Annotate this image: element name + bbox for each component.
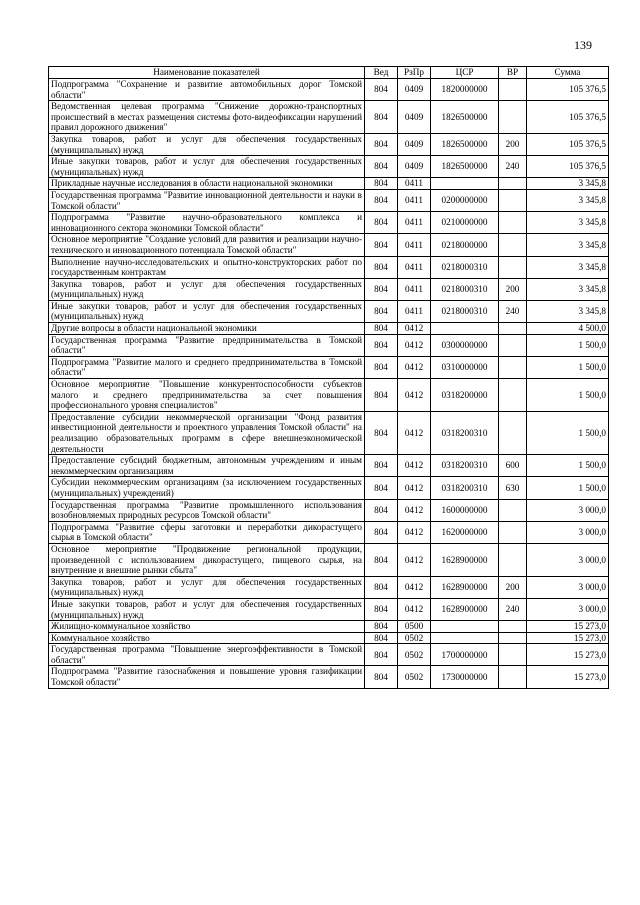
cell-csr — [431, 323, 499, 335]
cell-rzpr: 0409 — [398, 79, 431, 101]
cell-name: Подпрограмма "Развитие сферы заготовки и переработки дикорастущего сырья в Томской области" — [49, 521, 365, 543]
cell-ved: 804 — [365, 178, 398, 190]
cell-vr: 200 — [499, 576, 527, 598]
cell-vr — [499, 379, 527, 412]
cell-csr: 0300000000 — [431, 334, 499, 356]
cell-rzpr: 0412 — [398, 334, 431, 356]
table-row — [49, 411, 609, 454]
cell-sum: 1 500,0 — [527, 356, 609, 378]
table-row — [49, 632, 609, 644]
cell-vr — [499, 521, 527, 543]
table-row — [49, 598, 609, 620]
cell-sum: 3 345,8 — [527, 234, 609, 256]
cell-sum: 1 500,0 — [527, 334, 609, 356]
table-body — [49, 79, 609, 689]
cell-rzpr: 0409 — [398, 133, 431, 155]
cell-rzpr: 0502 — [398, 632, 431, 644]
cell-name: Подпрограмма "Сохранение и развитие автомобильных дорог Томской области" — [49, 79, 365, 101]
cell-sum: 4 500,0 — [527, 323, 609, 335]
cell-sum: 3 000,0 — [527, 576, 609, 598]
cell-csr: 1628900000 — [431, 576, 499, 598]
cell-rzpr: 0411 — [398, 212, 431, 234]
cell-name: Жилищно-коммунальное хозяйство — [49, 621, 365, 633]
cell-csr: 0318200310 — [431, 411, 499, 454]
cell-sum: 15 273,0 — [527, 621, 609, 633]
cell-ved: 804 — [365, 576, 398, 598]
cell-name: Другие вопросы в области национальной экономики — [49, 323, 365, 335]
cell-sum: 15 273,0 — [527, 644, 609, 666]
cell-rzpr: 0412 — [398, 543, 431, 576]
cell-vr — [499, 666, 527, 688]
cell-rzpr: 0411 — [398, 256, 431, 278]
table-row — [49, 101, 609, 134]
cell-vr: 630 — [499, 477, 527, 499]
cell-vr — [499, 234, 527, 256]
cell-ved: 804 — [365, 101, 398, 134]
cell-vr: 240 — [499, 300, 527, 322]
cell-csr: 1620000000 — [431, 521, 499, 543]
table-row — [49, 234, 609, 256]
cell-sum: 3 345,8 — [527, 189, 609, 211]
cell-name: Коммунальное хозяйство — [49, 632, 365, 644]
cell-csr: 0318200310 — [431, 477, 499, 499]
cell-rzpr: 0412 — [398, 323, 431, 335]
cell-csr: 1820000000 — [431, 79, 499, 101]
cell-csr: 0318200000 — [431, 379, 499, 412]
cell-ved: 804 — [365, 632, 398, 644]
cell-rzpr: 0411 — [398, 278, 431, 300]
cell-vr — [499, 212, 527, 234]
cell-sum: 105 376,5 — [527, 101, 609, 134]
cell-rzpr: 0500 — [398, 621, 431, 633]
cell-rzpr: 0409 — [398, 101, 431, 134]
cell-ved: 804 — [365, 521, 398, 543]
cell-csr: 0200000000 — [431, 189, 499, 211]
cell-name: Подпрограмма "Развитие малого и среднего предпринимательства в Томской области" — [49, 356, 365, 378]
cell-csr: 0218000000 — [431, 234, 499, 256]
cell-rzpr: 0411 — [398, 189, 431, 211]
cell-sum: 105 376,5 — [527, 79, 609, 101]
cell-name: Государственная программа "Развитие промышленного использования возобновляемых природных ресурсов Томской области" — [49, 499, 365, 521]
cell-name: Государственная программа "Развитие предпринимательства в Томской области" — [49, 334, 365, 356]
cell-csr: 1826500000 — [431, 133, 499, 155]
cell-vr — [499, 323, 527, 335]
table-row — [49, 256, 609, 278]
cell-vr — [499, 632, 527, 644]
cell-csr: 1700000000 — [431, 644, 499, 666]
cell-rzpr: 0412 — [398, 598, 431, 620]
cell-sum: 3 000,0 — [527, 499, 609, 521]
table-row — [49, 521, 609, 543]
table-row — [49, 455, 609, 477]
cell-name: Основное мероприятие "Продвижение региональной продукции, произведенной с использованием дикорастущего, пищевого сырья, на внутренние и внешние рынки сбыта" — [49, 543, 365, 576]
table-row — [49, 334, 609, 356]
cell-rzpr: 0411 — [398, 234, 431, 256]
cell-name: Основное мероприятие "Создание условий для развития и реализации научно-технического и инновационного потенциала Томской области" — [49, 234, 365, 256]
table-row — [49, 666, 609, 688]
page-number: 139 — [574, 38, 592, 52]
cell-vr — [499, 178, 527, 190]
cell-vr — [499, 621, 527, 633]
table-row — [49, 576, 609, 598]
cell-sum: 15 273,0 — [527, 632, 609, 644]
cell-ved: 804 — [365, 621, 398, 633]
cell-csr: 0218000310 — [431, 256, 499, 278]
cell-name: Ведомственная целевая программа "Снижение дорожно-транспортных происшествий в местах размещения системы фото-видеофиксации нарушений правил дорожного движения" — [49, 101, 365, 134]
cell-csr: 1826500000 — [431, 101, 499, 134]
cell-ved: 804 — [365, 477, 398, 499]
cell-vr — [499, 644, 527, 666]
cell-ved: 804 — [365, 455, 398, 477]
cell-csr — [431, 632, 499, 644]
cell-vr — [499, 499, 527, 521]
cell-ved: 804 — [365, 256, 398, 278]
cell-csr: 0210000000 — [431, 212, 499, 234]
cell-sum: 1 500,0 — [527, 477, 609, 499]
cell-vr — [499, 411, 527, 454]
cell-ved: 804 — [365, 323, 398, 335]
table-row — [49, 379, 609, 412]
cell-ved: 804 — [365, 300, 398, 322]
cell-ved: 804 — [365, 543, 398, 576]
table-row — [49, 477, 609, 499]
cell-vr — [499, 356, 527, 378]
cell-ved: 804 — [365, 133, 398, 155]
cell-ved: 804 — [365, 334, 398, 356]
cell-name: Выполнение научно-исследовательских и опытно-конструкторских работ по государственным контрактам — [49, 256, 365, 278]
cell-ved: 804 — [365, 156, 398, 178]
cell-sum: 1 500,0 — [527, 379, 609, 412]
table-row — [49, 178, 609, 190]
cell-rzpr: 0411 — [398, 300, 431, 322]
cell-ved: 804 — [365, 499, 398, 521]
cell-name: Государственная программа "Повышение энергоэффективности в Томской области" — [49, 644, 365, 666]
cell-sum: 3 000,0 — [527, 543, 609, 576]
cell-rzpr: 0412 — [398, 411, 431, 454]
cell-ved: 804 — [365, 234, 398, 256]
cell-csr: 1730000000 — [431, 666, 499, 688]
table-row — [49, 212, 609, 234]
cell-sum: 3 345,8 — [527, 212, 609, 234]
table-row — [49, 79, 609, 101]
table-row — [49, 323, 609, 335]
cell-ved: 804 — [365, 666, 398, 688]
cell-sum: 105 376,5 — [527, 133, 609, 155]
cell-ved: 804 — [365, 411, 398, 454]
cell-sum: 1 500,0 — [527, 455, 609, 477]
table-row — [49, 133, 609, 155]
table-row — [49, 156, 609, 178]
cell-vr — [499, 101, 527, 134]
cell-rzpr: 0412 — [398, 477, 431, 499]
cell-name: Субсидии некоммерческим организациям (за исключением государственных (муниципальных) учреждений) — [49, 477, 365, 499]
cell-rzpr: 0412 — [398, 521, 431, 543]
cell-csr: 0310000000 — [431, 356, 499, 378]
table-row — [49, 499, 609, 521]
cell-csr: 1826500000 — [431, 156, 499, 178]
cell-name: Иные закупки товаров, работ и услуг для обеспечения государственных (муниципальных) нужд — [49, 598, 365, 620]
cell-vr — [499, 334, 527, 356]
cell-vr: 200 — [499, 278, 527, 300]
cell-csr — [431, 621, 499, 633]
cell-name: Предоставление субсидии некоммерческой организации "Фонд развития инвестиционной деятельности и проектного управления Томской области" на реализацию образовательных программ в сфере внешнеэкономической деятельности — [49, 411, 365, 454]
cell-name: Закупка товаров, работ и услуг для обеспечения государственных (муниципальных) нужд — [49, 576, 365, 598]
cell-csr: 1628900000 — [431, 598, 499, 620]
table-row — [49, 300, 609, 322]
cell-ved: 804 — [365, 598, 398, 620]
cell-sum: 3 000,0 — [527, 521, 609, 543]
cell-ved: 804 — [365, 212, 398, 234]
cell-sum: 1 500,0 — [527, 411, 609, 454]
cell-name: Закупка товаров, работ и услуг для обеспечения государственных (муниципальных) нужд — [49, 278, 365, 300]
cell-name: Закупка товаров, работ и услуг для обеспечения государственных (муниципальных) нужд — [49, 133, 365, 155]
cell-vr: 200 — [499, 133, 527, 155]
cell-rzpr: 0409 — [398, 156, 431, 178]
cell-rzpr: 0412 — [398, 455, 431, 477]
cell-rzpr: 0412 — [398, 379, 431, 412]
cell-sum: 105 376,5 — [527, 156, 609, 178]
table-row — [49, 644, 609, 666]
cell-sum: 3 345,8 — [527, 178, 609, 190]
cell-sum: 15 273,0 — [527, 666, 609, 688]
header-name: Наименование показателей — [49, 67, 365, 79]
table-row — [49, 356, 609, 378]
cell-ved: 804 — [365, 644, 398, 666]
cell-name: Иные закупки товаров, работ и услуг для обеспечения государственных (муниципальных) нужд — [49, 300, 365, 322]
cell-sum: 3 345,8 — [527, 256, 609, 278]
header-csr: ЦСР — [431, 67, 499, 79]
cell-rzpr: 0502 — [398, 644, 431, 666]
cell-vr — [499, 189, 527, 211]
cell-name: Государственная программа "Развитие инновационной деятельности и науки в Томской области" — [49, 189, 365, 211]
cell-csr: 1600000000 — [431, 499, 499, 521]
cell-vr — [499, 256, 527, 278]
table-row — [49, 189, 609, 211]
budget-table — [48, 66, 609, 689]
cell-rzpr: 0412 — [398, 499, 431, 521]
cell-name: Подпрограмма "Развитие газоснабжения и повышение уровня газификации Томской области" — [49, 666, 365, 688]
cell-ved: 804 — [365, 189, 398, 211]
cell-csr: 1628900000 — [431, 543, 499, 576]
header-sum: Сумма — [527, 67, 609, 79]
cell-csr: 0218000310 — [431, 300, 499, 322]
cell-rzpr: 0412 — [398, 356, 431, 378]
cell-rzpr: 0411 — [398, 178, 431, 190]
cell-name: Иные закупки товаров, работ и услуг для обеспечения государственных (муниципальных) нужд — [49, 156, 365, 178]
cell-name: Прикладные научные исследования в области национальной экономики — [49, 178, 365, 190]
cell-vr: 240 — [499, 156, 527, 178]
cell-rzpr: 0412 — [398, 576, 431, 598]
cell-ved: 804 — [365, 278, 398, 300]
header-vr: ВР — [499, 67, 527, 79]
cell-ved: 804 — [365, 79, 398, 101]
cell-name: Основное мероприятие "Повышение конкурентоспособности субъектов малого и среднего предпринимательства за счет повышения профессионального уровня специалистов" — [49, 379, 365, 412]
table-header — [49, 67, 609, 79]
cell-name: Подпрограмма "Развитие научно-образовательного комплекса и инновационного сектора экономики Томской области" — [49, 212, 365, 234]
cell-sum: 3 345,8 — [527, 278, 609, 300]
cell-csr: 0318200310 — [431, 455, 499, 477]
cell-csr: 0218000310 — [431, 278, 499, 300]
cell-vr: 240 — [499, 598, 527, 620]
cell-ved: 804 — [365, 379, 398, 412]
cell-vr: 600 — [499, 455, 527, 477]
cell-csr — [431, 178, 499, 190]
cell-ved: 804 — [365, 356, 398, 378]
cell-sum: 3 000,0 — [527, 598, 609, 620]
header-row — [49, 67, 609, 79]
header-rzpr: РзПр — [398, 67, 431, 79]
cell-vr — [499, 543, 527, 576]
table-row — [49, 278, 609, 300]
cell-sum: 3 345,8 — [527, 300, 609, 322]
table-row — [49, 621, 609, 633]
table-row — [49, 543, 609, 576]
cell-rzpr: 0502 — [398, 666, 431, 688]
header-ved: Вед — [365, 67, 398, 79]
cell-name: Предоставление субсидий бюджетным, автономным учреждениям и иным некоммерческим организациям — [49, 455, 365, 477]
cell-vr — [499, 79, 527, 101]
